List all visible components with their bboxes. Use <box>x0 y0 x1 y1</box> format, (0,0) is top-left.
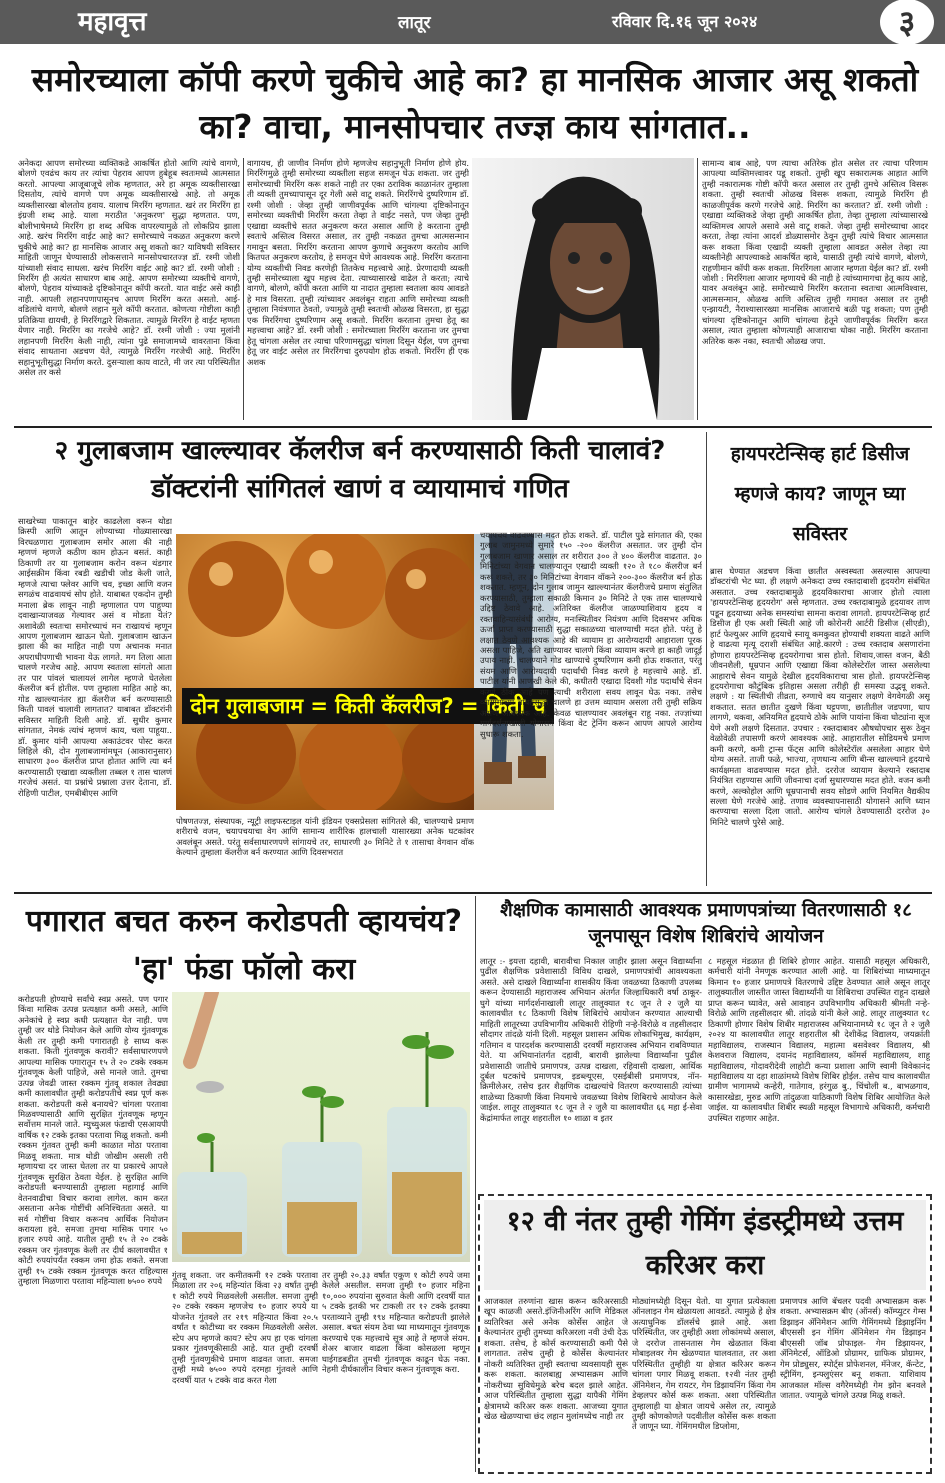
article2-col-mid: पोषणतज्ज्ञ, संस्थापक, न्यूट्री लाइफस्टाइल यांनी इंडियन एक्सप्रेसला सांगितले की, चालण्याचे प्रमाण शरीराचे वजन, चयापचयाचा वेग आणि सामान्य शारीरिक हालचाली यासारख्या अनेक घटकांवर अवलंबून असते. परंतु सर्वसाधारणपणे सांगायचे तर, साधारणी ३० मिनिटे ते १ तासाचा वेगवान वॉक केल्याने तुम्हाला कॅलरीज बर्न करण्यात आणि दिवसभरात <box>176 816 474 858</box>
section-divider <box>14 426 932 428</box>
column-divider <box>243 158 244 420</box>
article6-col2: मोठ्यांमध्येही दिसून येतो. या युगात प्रत्येकाला ऑनलाइन गेम खेळायला आवडते. त्यामुळे हे क्षेत्र अत्याधुनिक डॉलर्सचे झाले आहे. अशा परिस्थितीत, जर तुम्हीही अशा लोकांमध्ये असाल, जे दररोज तासनतास गेम खेळतात किंवा मोबाइलवर गेम खेळण्यात घालवतात, तर अशा परिस्थितीत तुम्हीही या क्षेत्रात करिअर करून चांगला पगार मिळवू शकता. १२वी नंतर तुम्ही ॲनिमेशन, गेम रायटर, गेम डिझायनिंग किंवा गेम डेव्हलपर कोर्स करू शकता. अशा परिस्थितीत तुम्हालाही या क्षेत्रात जायचे असेल तर, त्यामुळे तुम्ही कोणकोणते पदवीतील कोर्सेस करू शकता ते जाणून घ्या. गेमिंगमधील डिप्लोमा, <box>632 1296 776 1432</box>
masthead: महावृत्त <box>78 7 147 37</box>
article3-headline: हायपरटेन्सिव्ह हार्ट डिसीज म्हणजे काय? जाणून घ्या सविस्तर <box>730 443 910 545</box>
gulab-jamun-illustration <box>176 534 474 810</box>
article5-headline: शैक्षणिक कामासाठी आवश्यक प्रमाणपत्रांच्या वितरणासाठी १८ जूनपासून विशेष शिबिरांचे आयोजन <box>500 900 912 947</box>
article1-col3: सामान्य बाब आहे, पण त्याचा अतिरेक होत असेल तर त्याचा परिणाम आपल्या व्यक्तिमत्त्वावर पडू शकतो. तुम्ही खूप सकारात्मक आहात आणि तुम्ही नकारात्मक गोष्टी कॉपी करत असाल तर तुम्ही तुमचे अस्तित्व विसरू शकता. तुम्ही स्वतःची ओळख विसरू शकता, त्यामुळे मिररिंग ही काळजीपूर्वक करणे गरजेचे आहे. मिररिंग का करतात? डॉ. रश्मी जोशी : एखाद्या व्यक्तिकडे जेव्हा तुम्ही आकर्षित होता, तेव्हा तुम्हाला त्यांच्यासारखे व्यक्तिमत्त्व आपले असावे असे वाटू शकते. जेव्हा तुम्ही समोरच्याचा आदर करता, तेव्हा त्यांना आदर्श डोळ्यासमोर ठेवून तुम्ही त्यांचे विचार आत्मसात करू शकता किंवा एखादी व्यक्ती तुम्हाला आवडत असेल तेव्हा त्या व्यक्तीनेही आपल्याकडे आकर्षित व्हावे, यासाठी तुम्ही त्यांचे वागणे, बोलणे, राहणीमान कॉपी करू शकता. मिररिंगला आजार म्हणता येईल का? डॉ. रश्मी जोशी : मिररिंगला आजार म्हणायचे की नाही हे त्यांच्यामागचा हेतू काय आहे, यावर अवलंबून आहे. समोरच्याचे मिररिंग करताना स्वतःचा आत्मविश्वास, आत्मसन्मान, ओळख आणि अस्तित्व तुम्ही गमावत असाल तर तुम्ही एन्झायटी, नैराश्यासारख्या मानसिक आजाराचे बळी पडू शकता; पण तुम्ही चांगल्या दृष्टिकोनातून आणि चांगल्या हेतूने जाणीवपूर्वक मिररिंग करत असाल, त्यात तुम्हाला कोणत्याही आजाराचा धोका नाही. मिररिंग करताना अतिरेक करू नका, स्वतःची ओळख जपा. <box>702 158 928 346</box>
article4-col1: करोडपती होण्याचे सर्वांचे स्वप्न असते. पण पगार किंवा मासिक उत्पन्न प्रत्यक्षात कमी असते, आणि अनेकांचे हे स्वप्न कधी प्रत्यक्षात येत नाही. पण तुम्ही जर थोडे नियोजन केले आणि योग्य गुंतवणूक केली तर तुम्ही कमी पगारातही हे साध्य करू शकता. किती गुंतवणूक करावी? सर्वसाधारणपणे आपल्या मासिक पगारातून १५ ते २० टक्के रक्कम गुंतवणूक केली पाहिजे, असे मानले जाते. तुमचा उत्पन्न जेवढी जास्त रक्कम गुंतवू शकाल तेवढ्या कमी कालावधीत तुम्ही करोडपतीचे स्वप्न पूर्ण करू शकता. करोडपती कसे बनायचे? चांगला परतावा मिळवण्यासाठी आणि सुरक्षित गुंतवणूक म्हणून सर्वोत्तम मानले जाते. म्युच्युअल फंडाची एसआयपी वार्षिक १२ टक्के इतका परतावा मिळू शकतो. कमी रक्कम गुंतवत तुम्ही कमी काळात मोठा परतावा मिळवू शकता. मात्र थोडी जोखीम असली तरी म्हणायचा दर जास्त घेतला तर या प्रकारचे आपले गुंतवणूक सुरक्षित ठेवता येईल. हे सुरक्षित आणि करोडपती बनण्यासाठी तुम्हाला महागाई आणि वेतनवाढीचा विचार करावा लागेल. काम करत असताना अनेक गोष्टींची अनिश्चितता असते. या सर्व गोष्टींचा विचार करूनच आर्थिक नियोजन करायला हवे. समजा तुमचा मासिक पगार ५० हजार रुपये आहे. यातील तुम्ही १५ ते २० टक्के रक्कम जर गुंतवणूक केली तर दीर्घ कालावधीत १ कोटी रुपयांपर्यंत रक्कम जमा होऊ शकते. समजा तुम्ही १५ टक्के रक्कम गुंतवणूक करत राहिल्यास तुम्हाला मिळणारा परतावा महिन्याला ७५०० रुपये <box>18 994 168 1287</box>
article1-col2: वागायच, ही जाणीव निर्माण होणे म्हणजेच सहानुभूती निर्माण होणे होय. मिररिंगमुळे तुम्ही समोरच्या व्यक्तीला सहज समजून घेऊ शकता. जर तुम्ही समोरच्याची मिररिंग करू शकते नाही तर एका ठराविक काळानंतर तुम्हाला ती व्यक्ती तुमच्यापासून दूर गेली असे वाटू शकते. मिररिंगचे दुष्परिणाम डॉ. रश्मी जोशी : जेव्हा तुम्ही जाणीवपूर्वक आणि चांगल्या दृष्टिकोनातून समोरच्या व्यक्तीची मिररिंग करता तेव्हा ते वाईट नसते, पण जेव्हा तुम्ही एखाद्या व्यक्तीचे सतत अनुकरण करत असाल आणि हे करताना तुम्ही स्वतःचे अस्तित्व विसरत असाल, तर तुम्ही नकळत तुमचा आत्मसन्मान गमावून बसता. मिररिंग करताना आपण कुणाचे अनुकरण करतोय आणि कितपत अनुकरण करतोय, हे समजून घेणे आवश्यक आहे. मिररिंग करताना योग्य व्यक्तीची निवड करणेही तितकेच महत्त्वाचे आहे. प्रेरणादायी व्यक्ती तुम्ही समोरच्याला खूप महत्त्व देता. त्याच्यासारखे वाढेल ते करता; त्याचे वागणे, बोलणे, कॉपी करता आणि या नादात तुम्हाला स्वतःला काय आवडते हे मात्र विसरता. तुम्ही त्यांच्यावर अवलंबून राहता आणि समोरच्या व्यक्ती तुम्हाला नियंत्रणात ठेवतो, ज्यामुळे तुम्ही स्वतःची ओळख विसरता, हा सुद्धा एक मिररिंगचा दुष्परिणाम असू शकतो. मिररिंग करताना तुमचा हेतू का महत्त्वाचा आहे? डॉ. रश्मी जोशी : समोरच्याला मिररिंग करताना जर तुमचा हेतू चांगला असेल तर त्याचा परिणामसुद्धा चांगला दिसून येईल, पण तुमचा हेतू जर वाईट असेल तर मिररिंगचा दुरुपयोग होऊ शकतो. मिररिंग ही एक अशक <box>247 158 469 367</box>
article2-col3: चयापचय वाढवण्यास मदत होऊ शकते. डॉ. पाटील पुढे सांगतात की, एका गुलाब जामुनमध्ये सुमारे १५० -२०० कॅलरीज असतात. जर तुम्ही दोन गुलाबजाम खाणार असाल तर शरीरात ३०० ते ४०० कॅलरीज वाढतात. ३० मिनिटांच्या वेगवान चालण्यातून एखादी व्यक्ती १२० ते १८० कॅलरीज बर्न करू शकते, तर ३० मिनिटांच्या वेगवान वॉकने २००-३०० कॅलरीज बर्न होऊ शकतात. म्हणून, दोन गुलाब जामुन खाल्ल्यानंतर कॅलरीजचे प्रमाण संतुलित करण्यासाठी, तुम्हाला सकाळी किमान ३० मिनिटे ते एक तास चालण्याचे उद्दिष्ट ठेवावे आहे. अतिरिक्त कॅलरीज जाळण्याशिवाय हृदय व रक्तवाहिन्यासंबंधी आरोग्य, मनःस्थितीवर नियंत्रण आणि दिवसभर अधिक ऊर्जा प्राप्त करण्यासाठी सुद्धा सकाळच्या चालण्याची मदत होते. परंतु हे लक्षात ठेवणे आवश्यक आहे की व्यायाम हा आरोग्यदायी आहाराला पूरक असला पाहिजे, अति खाण्यावर चालणे किंवा व्यायाम करणे हा काही जादूई उपाय नाही. चालण्याने गोड खाण्याचे दुष्परिणाम कमी होऊ शकतात, परंतु संयम आणि आरोग्यदायी पदार्थांची निवड करणे हे महत्त्वाचे आहे. डॉ. पाटील यांनी आणखी केले की, कधीतरी एखादा दिवशी गोड पदार्थांचे सेवन करणे ठीक आहे पण त्याची शरीराला सवय लावून घेऊ नका. तसेच व्यायामाच्या बाबतसुद्धा चालणे हा उत्तम व्यायाम असला तरी तुम्ही सक्रिय असणे आवश्यक आहे. केवळ चालण्यावर अवलंबून राहू नका. तज्ज्ञांच्या मार्गदर्शनाखाली योगासने किंवा वेट ट्रेनिंग करून आपण आपले आरोग्य सुधारू शकता. <box>480 530 702 739</box>
article2-col1: साखरेच्या पाकातून बाहेर काढलेला वरून थोडा क्रिस्पी आणि आतून लोण्याच्या गोळ्यासारखा विरघळणारा गुलाबजाम समोर आला की नाही म्हणणं म्हणजे कठीण काम होऊन बसतं. काही ठिकाणी तर या गुलाबजाम करोन वरून थंडगार आईसक्रीम किंवा रबडी खडीची जोड केली जाते, म्हणजे त्याचा फ्लेवर आणि चव, इच्छा आणि वजन सगळंच वाढवायचं सोप होते. याबाबत एकदोन तुम्ही मनाला ब्रेक लावून नाही म्हणालात पण पाहुण्या दवाखान्याजवळ गेल्यावर असं व मोडता येतं? अशावेळी स्वतःचा समोरच्याचं मन राखायचं म्हणून आपण गुलाबजाम खाऊन घेतो. गुलाबजाम खाऊन झाला की का माहित नाही पण अचानक मनात अपराधीपणाची भावना येऊ लागते. मग तिला आता चालणे गरजेच आहे. आपण स्वतःला सांगतो आता तर पार पांवलं चालायलं लागेल म्हणजे घेतलेला कॅलरीज बर्न होतील. पण तुम्हाला माहित आहे का, गोड खाल्ल्यानंतर ह्या कॅलरीज बर्न करण्यासाठी किती पावलं चालावी लागतात? याबाबत डॉक्टरांनी सविस्तर माहिती दिली आहे. डॉ. सुधीर कुमार सांगतात, नेमकं त्यांचं म्हणणं काय, चला पाहूया.. डॉ. कुमार यांनी आपल्या अकाउंटवर पोस्ट करत लिहिले की, दोन गुलाबजामांमधून (आकारानुसार) साधारण ३०० कॅलरीज प्राप्त होतात आणि त्या बर्न करण्यासाठी एखाद्या व्यक्तीला तब्बल १ तास चालणं गरजेचं असतं. या प्रश्नांचे प्रश्नाला उत्तर देताना, डॉ. रोहिणी पाटील, एमबीबीएस आणि <box>18 516 172 798</box>
article5-col1: लातूर :- इयत्ता दहावी, बारावीचा निकाल जाहीर झाला असून विद्यार्थ्यांना पुढील शैक्षणिक प्रवेशासाठी विविध दाखले, प्रमाणपत्रांची आवश्यकता असते. असे दाखले विद्यार्थ्यांना शासकीय किंवा जवळच्या ठिकाणी उपलब्ध करून देण्यासाठी महाराजस्व अभियान अंतर्गत जिल्हाधिकारी वर्षा ठाकूर-घुगे यांच्या मार्गदर्शनाखाली लातूर तालुक्यात १८ जून ते २ जुलै या कालावधीत १८ ठिकाणी विशेष शिबिरांचे आयोजन करण्यात आल्याची माहिती लातूरच्या उपविभागीय अधिकारी रोहिणी नऱ्हे-विरोळे व तहसीलदार सौदागर तांदळे यांनी दिली. महसूल प्रशासन अधिक लोकाभिमुख, कार्यक्षम, गतिमान व पारदर्शक करण्यासाठी दरवर्षी महाराजस्व अभियान राबविण्यात येते. या अभियानांतर्गत दहावी, बारावी झालेल्या विद्यार्थ्यांना पुढील प्रवेशासाठी जातीचे प्रमाणपत्र, उत्पन्न दाखला, रहिवासी दाखला, आर्थिक दुर्बल घटकांचे प्रमाणपत्र, इडब्ल्यूएस, एसईबीसी प्रमाणपत्र, नॉन-क्रिमीलेअर, तसेच इतर शैक्षणिक दाखल्यांचे वितरण करण्यासाठी त्यांच्या शाळेच्या ठिकाणी किंवा नियमाचे जवळच्या विशेष शिबिराचे आयोजन केले जाईल. लातूर तालुक्यात १८ जून ते २ जुलै या कालावधीत ६६ महा ई-सेवा केंद्रांमार्फत लातूर शहरातील १० शाळा व इतर <box>480 956 702 1123</box>
article1-col1: अनेकदा आपण समोरच्या व्यक्तिकडे आकर्षित होतो आणि त्यांचे वागणे, बोलणे एवढंच काय तर त्यांचा पेहराव आपण हुबेहूब स्वतःमध्ये आत्मसात करतो. आपल्या आजूबाजूचे लोक म्हणतात, अरे हा अमूक व्यक्तीसारखा दिसतोय, त्यांचे वागणे पण अमूक व्यक्तीसारखे आहे. तो अमूक व्यक्तीसारखा बोलतोय हवाय. यालाच मिररिंग म्हणतात. खरं तर मिररिंग हा इंग्रजी शब्द आहे. याला मराठीत 'अनुकरण' सुद्धा म्हणतात. पण, बोलीभाषेमध्ये मिररिंग हा शब्द अधिक वापरल्यामुळे तो लोकप्रिय झाला आहे. खरंच मिररिंग वाईट आहे का? समोरच्याचे नकळत अनुकरण करणे चुकीचे आहे का? हा मानसिक आजार असू शकतो का? याविषयी सविस्तर माहिती जाणून घेण्यासाठी लोकसत्ताने मानसोपचारतज्ज्ञ डॉ. रश्मी जोशी यांच्याशी संवाद साधला. खरंच मिररिंग वाईट आहे का? डॉ. रश्मी जोशी : मिररिंग ही अत्यंत साधारण बाब आहे. आपण समोरच्या व्यक्तीचे वागणे, बोलणे, पेहराव यांच्याकडे दृष्टिकोनातून कॉपी करतो. यात वाईट असे काही नाही. आपली लहानपणापासूनच आपण मिररिंग करत असतो. आई-वडिलांचे वागणे, बोलणे लहान मुले कॉपी करतात. कोणत्या गोष्टीला काही प्रतिक्रिया द्यायची, हे मिररिंगद्वारे शिकतात. त्यामुळे मिररिंग हे वाईट म्हणता येणार नाही. मिररिंग का गरजेचे आहे? डॉ. रश्मी जोशी : ज्या मुलांनी लहानपणी मिररिंग केली नाही, त्यांना पुढे समाजामध्ये वावरताना किंवा संवाद साधताना अडचण येते, त्यामुळे मिररिंग गरजेची आहे. मिररिंग सहानुभूतीसुद्धा निर्माण करते. दुसऱ्याला काय वाटते, मी जर त्या परिस्थितीत असेल तर कसे <box>18 158 240 378</box>
edition-date: रविवार दि.१६ जून २०२४ <box>612 12 758 31</box>
article6-col1: आजकाल तरुणांना खास करून करिअरसाठी खूप काळजी असते.इंजिनीअरिंग आणि मेडिकल व्यतिरिक्त असे अनेक कोर्सेस आहेत जे केल्यानंतर तुम्ही तुमच्या करिअरला नवी उंची देऊ शकता. तसेच, हे कोर्स करण्यासाठी कमी पैसे लागतात. तसेच तुम्ही हे कोर्सेस केल्यानंतर नोकरी व्यतिरिक्त तुम्ही स्वतःचा व्यवसायही सुरू करू शकता. कालबाह्य अभ्यासक्रम आणि नोकरीच्या सुविधेमुळे बरेच बदल झाले आहेत. आज परिस्थितीत तुम्हाला सुद्धा यापैकी गेमिंग क्षेत्रामध्ये करिअर करू शकता. आजच्या युगात खेळ खेळण्याचा छंद लहान मुलांमध्येच नाही तर <box>484 1296 628 1421</box>
page-header <box>0 0 945 44</box>
article6-headline: १२ वी नंतर तुम्ही गेमिंग इंडस्ट्रीमध्ये उत्तम करिअर करा <box>484 1200 926 1290</box>
woman-portrait-photo <box>472 158 694 420</box>
coin-jars-illustration <box>172 992 470 1262</box>
section-divider <box>14 892 932 894</box>
coins-plant-photo <box>172 992 470 1262</box>
article1-headline: समोरच्याला कॉपी करणे चुकीचे आहे का? हा मानसिक आजार असू शकतो का? वाचा, मानसोपचार तज्ज्ञ काय सांगतात.. <box>31 60 919 146</box>
article2-headline: २ गुलाबजाम खाल्ल्यावर कॅलरीज बर्न करण्यासाठी किती चालावं? डॉक्टरांनी सांगितलं खाणं व व्यायामाचं गणित <box>54 436 666 504</box>
column-divider <box>697 158 698 420</box>
article5-col2: ८ महसूल मंडळात ही शिबिरे होणार आहेत. यासाठी महसूल अधिकारी, कर्मचारी यांनी नेमणूक करण्यात आली आहे. या शिबिरांच्या माध्यमातून किमान १० हजार प्रमाणपत्रे वितरणाचे उद्दिष्ट ठेवण्यात आले असून लातूर तालुक्यातील जास्तीत जास्त विद्यार्थ्यांनी या शिबिराचा उपस्थित राहून दाखले प्राप्त करून घ्यावेत, असे आवाहन उपविभागीय अधिकारी श्रीमती नऱ्हे-विरोळे आणि तहसीलदार श्री. तांदळे यांनी केले आहे. लातूर तालुक्यात १८ ठिकाणी होणार विशेष शिबीर महाराजस्व अभियानामध्ये १८ जून ते २ जुलै २०२४ या कालावधीत लातूर शहरातील श्री देशीकेंद्र विद्यालय, जयक्रांती महाविद्यालय, राजस्थान विद्यालय, महात्मा बसवेश्वर विद्यालय, श्री केशवराज विद्यालय, दयानंद महाविद्यालय, कॉमर्स महाविद्यालय, शाहू महाविद्यालय, गोदावरीदेवी लाहोटी कन्या प्रशाला आणि स्वामी विवेकानंद महाविद्यालय या दहा शाळांमध्ये विशेष शिबिर होईल. तसेच याच कालावधीत ग्रामीण भागामध्ये कन्हेरी, गातेगाव, हरंगुळ बु., चिंचोली ब., बाभळगाव, कासारखेडा, मुरुड आणि तांदुळजा याठिकाणी विशेष शिबिर आयोजित केले जाईल. या कालावधीत शिबीर स्थळी महसूल विभागाचे अधिकारी, कर्मचारी उपस्थित राहणार आहेत. <box>708 956 930 1123</box>
article4-col2: गुंतवू शकता. जर कमीतकमी १२ टक्के परतावा मिळाला तर २०६ महिन्यांत किंवा २३ वर्षांत तुम्ही १ कोटी रुपये मिळवलेली असतील. समजा तुम्ही २० टक्के रक्कम म्हणजेच १० हजार रुपये या योजनेत गुंतवले तर २१९ महिन्यात किंवा २०.५ वर्षांत १ कोटीच्या वर रक्कम मिळवलेली असेल. स्टेप अप म्हणजे काय? स्टेप अप हा एक चांगला प्रकार गुंतवणूकीसाठी आहे. यात तुम्ही दरवर्षी तुम्ही गुंतवणुकीचे प्रमाण वाढवत जाता. समजा तुम्ही मध्ये ७५०० रुपये दरमहा गुंतवले आणि दरवर्षी यात ५ टक्के वाढ करत गेला <box>172 1270 318 1385</box>
article4-headline: पगारात बचत करुन करोडपती व्हायचंय? 'हा' फंडा फॉलो करा <box>25 904 463 987</box>
article4-col3: तर तुम्ही २०.३३ वर्षांत एकूण १ कोटी रुपये जमा केलेले असतील. समजा तुम्ही १० हजार महिना १०,००० रुपयांना सुरुवात केली आणि दरवर्षी यात ५ टक्के इतकी भर टाकली तर १२ टक्के इतक्या परताव्याने तुम्ही १९४ महिन्यात करोडपती झालेले असाल. बचत संयम ठेवा ध्या माध्यमातून गुंतवणूक करण्याचे एक महत्त्वाचे सूत्र आहे ते म्हणजे संयम. शेअर बाजार वाढला किंवा कोसळला म्हणून घाईगडबडीत तुमची गुंतवणूक काढून घेऊ नका. नेहमी दीर्घकालीन विचार करून गुंतवणूक करा. <box>322 1270 470 1375</box>
column-divider <box>475 896 476 1472</box>
calorie-banner: दोन गुलाबजाम = किती कॅलरीज? = किती च <box>182 688 554 724</box>
article6-col3: प्रमाणपत्र आणि बॅचलर पदवी अभ्यासक्रम करू शकता. अभ्यासक्रम बीए (ऑनर्स) कॉम्प्युटर गेम्स डिझाइन ॲनिमेशन आणि गेमिंगमध्ये डिझाइनिंग बीएससी इन गेमिंग ॲनिमेशन गेम डिझाइन बीएससी जॉब प्रोफाइल- गेम डिझायनर, ॲनिमेटर्स, ऑडिओ प्रोग्रामर, ग्राफिक प्रोग्रामर, गेम प्रोड्युसर, स्पोर्ट्स प्रोफेशनल, मॅनेजर, कॅन्टेट, स्ट्रीमिंग, इन्फ्लुएंसर बनू शकता. याशिवाय आजकाल मॉल्स वगैरेमध्येही गेम झोन बनवले जातात. ज्यामुळे चांगले उत्पन्न मिळू शकते. <box>780 1296 926 1401</box>
page-number: ३ <box>880 0 934 45</box>
gulab-jamun-photo <box>176 534 474 810</box>
article3-body: ब्रास घेण्यात अडचण किंवा छातीत अस्वस्थता असल्यास आपल्या डॉक्टरांची भेट घ्या. ही लक्षणे अनेकदा उच्च रक्तदाबाशी हृदयरोग संबंधित असतात. उच्च रक्तदाबामुळे हृदयविकाराचा आजार होतो त्याला 'हायपरटेन्सिव्ह हृदयरोग' असे म्हणतात. उच्च रक्तदाबामुळे हृदयावर ताण पडून हृदयाच्या अनेक समस्यांचा सामना करावा लागतो. हायपरटेन्सिव्ह हार्ट डिसीज ही एक अशी स्थिती आहे जी कोरोनरी आर्टरी डिसीज (सीएडी), हार्ट फेल्युअर आणि हृदयाचे स्नायू कमकुवत होण्याची शक्यता वाढते आणि हे वाढत्या मृत्यू दराशी संबंधित आहे.कारणे : उच्च रक्तदाब असणारांना होणारा हायपरटेन्सिव्ह हृदयरोगाचा त्रास होतो. शिवाय,जास्त वजन, बैठी जीवनशैली, धूम्रपान आणि एखाद्या किंवा कोलेस्टेरॉल जास्त असलेल्या आहाराचे सेवन यामुळे देखील हृदयविकाराचा त्रास होतो. हायपरटेन्सिव्ह हृदयरोगाचा कौटुंबिक इतिहास असला तरीही ही समस्या उद्भवू शकते. लक्षणे : या स्थितीची तीव्रता, रुग्णाचे वय यानुसार लक्षणे वेगवेगळी असू शकतात. सतत छातीत दुखणे किंवा घट्टपणा, छातीतील जडपणा, धाप लागणे, थकवा, अनियमित हृदयाचे ठोके आणि पायांना किंवा घोट्यांना सूज येणे अशी लक्षणे दिसतात. उपचार : रक्तदाबावर औषधोपचार सुरू ठेवून वेळोवेळी तपासणी करणे आवश्यक आहे. आहारातील सोडियमचे प्रमाण कमी करणे, कमी ट्रान्स फॅट्स आणि कोलेस्टेरॉल असलेला आहार घेणे योग्य असते. ताजी फळे, भाज्या, तृणधान्य आणि बीन्स खाल्ल्याने हृदयाचे कार्यक्षमता वाढवण्यास मदत होते. दररोज व्यायाम केल्याने रक्तदाब नियंत्रित राहण्यास आणि जीवनाचा दर्जा सुधारण्यास मदत होते. वजन कमी करणे, अल्कोहोल आणि धूम्रपानाची सवय सोडणे आणि नियमित वैद्यकीय सल्ला घेणे गरजेचे आहे. तणाव व्यवस्थापनासाठी योगासने आणि ध्यान करण्याचा सल्ला दिला जातो. आरोग्य चांगले ठेवण्यासाठी दररोज ३० मिनिटे चालणे पुरेसे आहे. <box>710 566 930 827</box>
portrait-illustration <box>472 158 694 420</box>
edition-city: लातूर <box>398 13 431 33</box>
column-divider <box>706 432 707 886</box>
